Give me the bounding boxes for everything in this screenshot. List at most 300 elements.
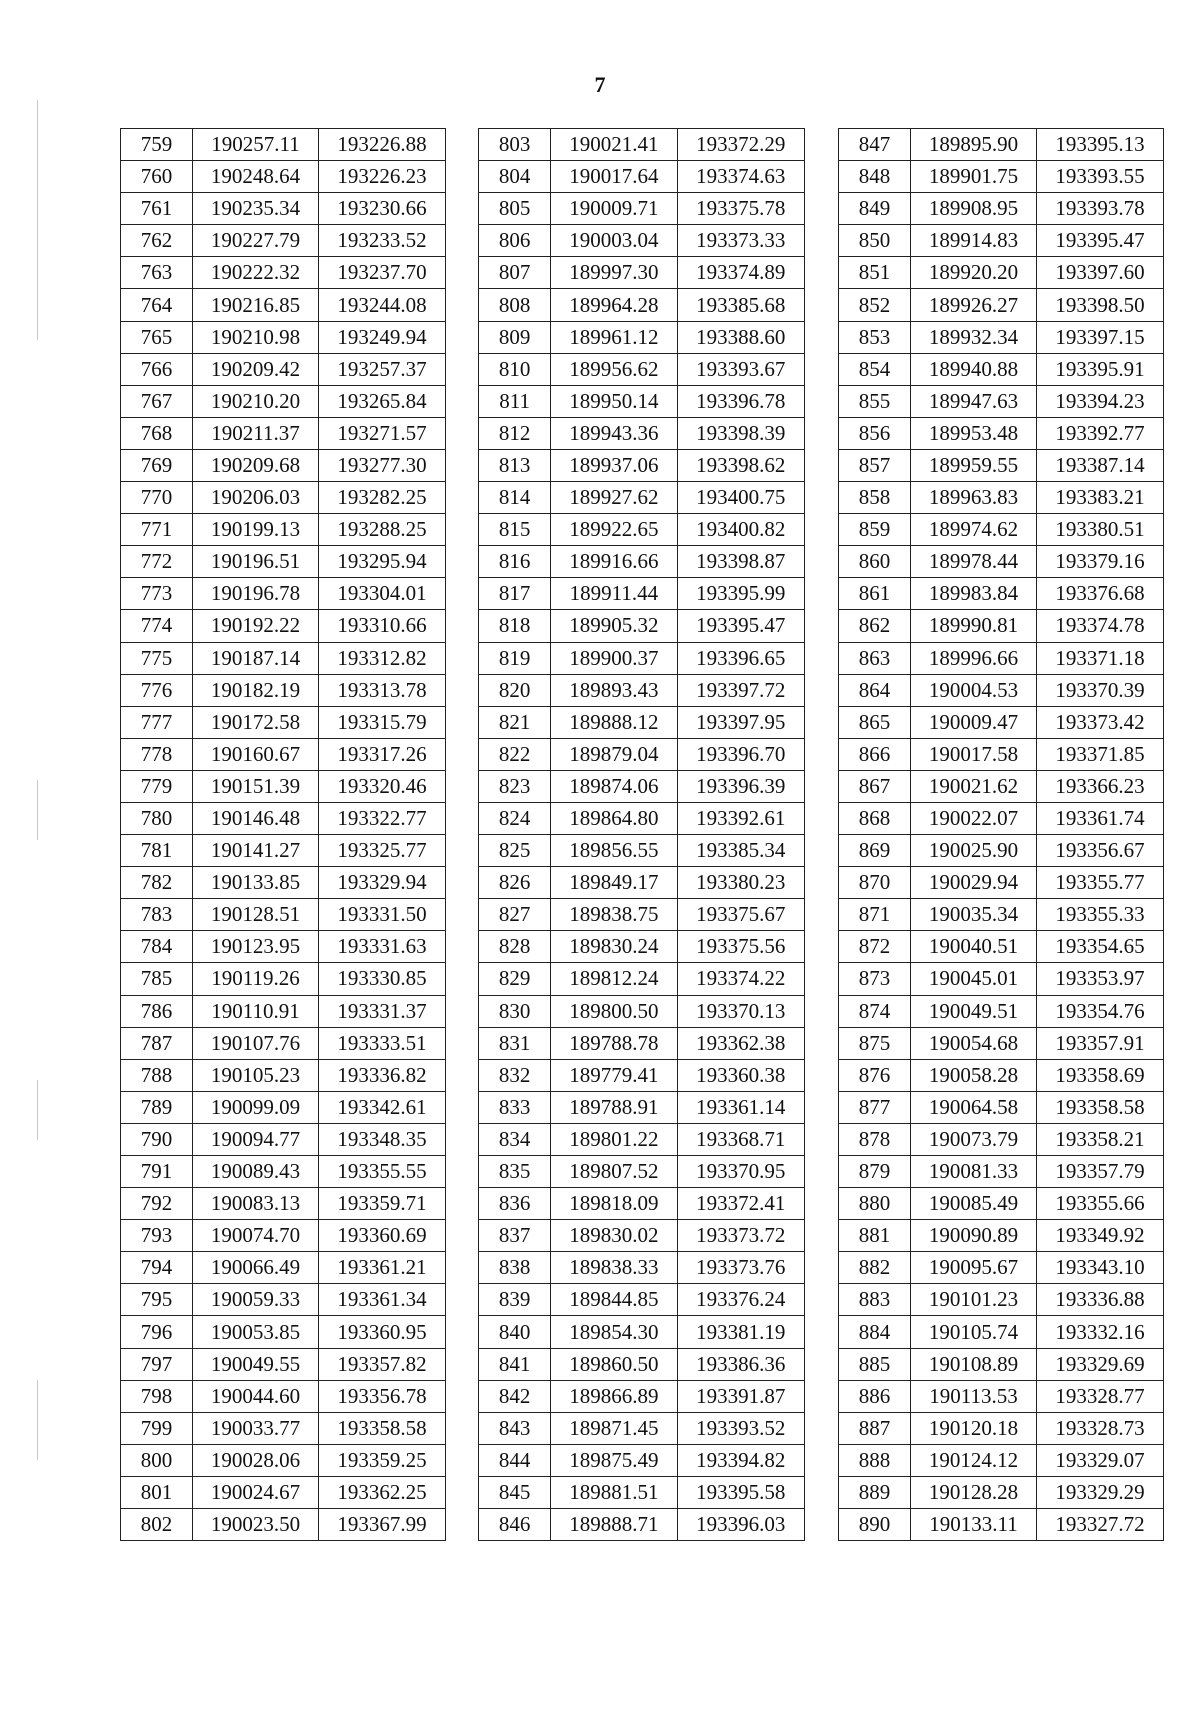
x-coordinate-cell: 190192.22 xyxy=(193,610,319,642)
x-coordinate-cell: 190021.41 xyxy=(551,129,677,161)
y-coordinate-cell: 193398.39 xyxy=(677,417,804,449)
table-row xyxy=(479,1348,805,1380)
y-coordinate-cell: 193362.25 xyxy=(319,1476,446,1508)
y-coordinate-cell: 193249.94 xyxy=(319,321,446,353)
point-number-cell: 829 xyxy=(479,963,551,995)
table-row xyxy=(479,129,805,161)
table-row xyxy=(839,225,1164,257)
point-number-cell: 808 xyxy=(479,289,551,321)
table-row xyxy=(479,578,805,610)
y-coordinate-cell: 193394.82 xyxy=(677,1444,804,1476)
table-row xyxy=(121,995,446,1027)
point-number-cell: 879 xyxy=(839,1156,911,1188)
y-coordinate-cell: 193342.61 xyxy=(319,1091,446,1123)
table-row xyxy=(839,899,1164,931)
y-coordinate-cell: 193355.77 xyxy=(1037,867,1164,899)
x-coordinate-cell: 189830.02 xyxy=(551,1220,677,1252)
point-number-cell: 777 xyxy=(121,706,193,738)
y-coordinate-cell: 193375.67 xyxy=(677,899,804,931)
x-coordinate-cell: 189881.51 xyxy=(551,1476,677,1508)
y-coordinate-cell: 193328.73 xyxy=(1037,1412,1164,1444)
point-number-cell: 772 xyxy=(121,546,193,578)
x-coordinate-cell: 190059.33 xyxy=(193,1284,319,1316)
y-coordinate-cell: 193373.33 xyxy=(677,225,804,257)
point-number-cell: 769 xyxy=(121,449,193,481)
y-coordinate-cell: 193397.15 xyxy=(1037,321,1164,353)
table-row xyxy=(479,161,805,193)
x-coordinate-cell: 190058.28 xyxy=(911,1059,1037,1091)
x-coordinate-cell: 190066.49 xyxy=(193,1252,319,1284)
y-coordinate-cell: 193397.60 xyxy=(1037,257,1164,289)
y-coordinate-cell: 193360.95 xyxy=(319,1316,446,1348)
point-number-cell: 765 xyxy=(121,321,193,353)
x-coordinate-cell: 190124.12 xyxy=(911,1444,1037,1476)
table-row xyxy=(121,1156,446,1188)
x-coordinate-cell: 190123.95 xyxy=(193,931,319,963)
point-number-cell: 884 xyxy=(839,1316,911,1348)
point-number-cell: 763 xyxy=(121,257,193,289)
scan-edge-line xyxy=(37,100,38,340)
y-coordinate-cell: 193374.89 xyxy=(677,257,804,289)
x-coordinate-cell: 189932.34 xyxy=(911,321,1037,353)
y-coordinate-cell: 193380.51 xyxy=(1037,514,1164,546)
y-coordinate-cell: 193331.37 xyxy=(319,995,446,1027)
y-coordinate-cell: 193393.55 xyxy=(1037,161,1164,193)
table-row xyxy=(121,867,446,899)
y-coordinate-cell: 193361.14 xyxy=(677,1091,804,1123)
x-coordinate-cell: 190045.01 xyxy=(911,963,1037,995)
page-number: 7 xyxy=(594,72,606,97)
point-number-cell: 791 xyxy=(121,1156,193,1188)
y-coordinate-cell: 193397.95 xyxy=(677,706,804,738)
x-coordinate-cell: 189996.66 xyxy=(911,642,1037,674)
y-coordinate-cell: 193395.13 xyxy=(1037,129,1164,161)
x-coordinate-cell: 190074.70 xyxy=(193,1220,319,1252)
x-coordinate-cell: 190023.50 xyxy=(193,1509,319,1541)
y-coordinate-cell: 193336.88 xyxy=(1037,1284,1164,1316)
table-row xyxy=(839,193,1164,225)
y-coordinate-cell: 193400.75 xyxy=(677,482,804,514)
table-row xyxy=(479,1123,805,1155)
point-number-cell: 849 xyxy=(839,193,911,225)
table-row xyxy=(839,1284,1164,1316)
x-coordinate-cell: 189926.27 xyxy=(911,289,1037,321)
table-row xyxy=(839,867,1164,899)
y-coordinate-cell: 193388.60 xyxy=(677,321,804,353)
x-coordinate-cell: 189866.89 xyxy=(551,1380,677,1412)
point-number-cell: 823 xyxy=(479,770,551,802)
x-coordinate-cell: 189990.81 xyxy=(911,610,1037,642)
x-coordinate-cell: 190017.64 xyxy=(551,161,677,193)
table-row xyxy=(479,1027,805,1059)
y-coordinate-cell: 193393.52 xyxy=(677,1412,804,1444)
x-coordinate-cell: 190040.51 xyxy=(911,931,1037,963)
y-coordinate-cell: 193277.30 xyxy=(319,449,446,481)
y-coordinate-cell: 193370.13 xyxy=(677,995,804,1027)
x-coordinate-cell: 190009.47 xyxy=(911,706,1037,738)
y-coordinate-cell: 193398.87 xyxy=(677,546,804,578)
table-row xyxy=(121,289,446,321)
table-row xyxy=(121,674,446,706)
x-coordinate-cell: 190211.37 xyxy=(193,417,319,449)
point-number-cell: 821 xyxy=(479,706,551,738)
point-number-cell: 812 xyxy=(479,417,551,449)
x-coordinate-cell: 190222.32 xyxy=(193,257,319,289)
y-coordinate-cell: 193320.46 xyxy=(319,770,446,802)
y-coordinate-cell: 193330.85 xyxy=(319,963,446,995)
x-coordinate-cell: 189927.62 xyxy=(551,482,677,514)
point-number-cell: 776 xyxy=(121,674,193,706)
y-coordinate-cell: 193374.63 xyxy=(677,161,804,193)
table-row xyxy=(121,802,446,834)
point-number-cell: 883 xyxy=(839,1284,911,1316)
x-coordinate-cell: 190021.62 xyxy=(911,770,1037,802)
point-number-cell: 835 xyxy=(479,1156,551,1188)
x-coordinate-cell: 190172.58 xyxy=(193,706,319,738)
point-number-cell: 857 xyxy=(839,449,911,481)
y-coordinate-cell: 193372.41 xyxy=(677,1188,804,1220)
y-coordinate-cell: 193395.99 xyxy=(677,578,804,610)
point-number-cell: 841 xyxy=(479,1348,551,1380)
point-number-cell: 787 xyxy=(121,1027,193,1059)
table-row xyxy=(479,385,805,417)
y-coordinate-cell: 193370.39 xyxy=(1037,674,1164,706)
y-coordinate-cell: 193358.69 xyxy=(1037,1059,1164,1091)
table-row xyxy=(839,770,1164,802)
x-coordinate-cell: 189818.09 xyxy=(551,1188,677,1220)
y-coordinate-cell: 193373.76 xyxy=(677,1252,804,1284)
table-row xyxy=(121,1027,446,1059)
table-row xyxy=(479,225,805,257)
x-coordinate-cell: 190248.64 xyxy=(193,161,319,193)
table-row xyxy=(839,995,1164,1027)
x-coordinate-cell: 189950.14 xyxy=(551,385,677,417)
point-number-cell: 842 xyxy=(479,1380,551,1412)
point-number-cell: 871 xyxy=(839,899,911,931)
point-number-cell: 773 xyxy=(121,578,193,610)
x-coordinate-cell: 189888.71 xyxy=(551,1509,677,1541)
x-coordinate-cell: 190199.13 xyxy=(193,514,319,546)
x-coordinate-cell: 189978.44 xyxy=(911,546,1037,578)
y-coordinate-cell: 193398.62 xyxy=(677,449,804,481)
table-row xyxy=(121,1412,446,1444)
point-number-cell: 822 xyxy=(479,738,551,770)
point-number-cell: 813 xyxy=(479,449,551,481)
x-coordinate-cell: 190081.33 xyxy=(911,1156,1037,1188)
table-row xyxy=(839,1380,1164,1412)
point-number-cell: 814 xyxy=(479,482,551,514)
y-coordinate-cell: 193358.58 xyxy=(1037,1091,1164,1123)
y-coordinate-cell: 193395.47 xyxy=(1037,225,1164,257)
point-number-cell: 796 xyxy=(121,1316,193,1348)
x-coordinate-cell: 189961.12 xyxy=(551,321,677,353)
point-number-cell: 793 xyxy=(121,1220,193,1252)
table-row xyxy=(121,417,446,449)
point-number-cell: 819 xyxy=(479,642,551,674)
point-number-cell: 872 xyxy=(839,931,911,963)
y-coordinate-cell: 193329.94 xyxy=(319,867,446,899)
y-coordinate-cell: 193257.37 xyxy=(319,353,446,385)
point-number-cell: 806 xyxy=(479,225,551,257)
x-coordinate-cell: 189838.75 xyxy=(551,899,677,931)
y-coordinate-cell: 193237.70 xyxy=(319,257,446,289)
table-row xyxy=(121,1284,446,1316)
y-coordinate-cell: 193396.78 xyxy=(677,385,804,417)
table-row xyxy=(839,738,1164,770)
y-coordinate-cell: 193391.87 xyxy=(677,1380,804,1412)
y-coordinate-cell: 193355.33 xyxy=(1037,899,1164,931)
table-row xyxy=(479,835,805,867)
y-coordinate-cell: 193371.18 xyxy=(1037,642,1164,674)
y-coordinate-cell: 193360.38 xyxy=(677,1059,804,1091)
point-number-cell: 828 xyxy=(479,931,551,963)
table-row xyxy=(839,642,1164,674)
point-number-cell: 839 xyxy=(479,1284,551,1316)
x-coordinate-cell: 189893.43 xyxy=(551,674,677,706)
table-row xyxy=(839,802,1164,834)
point-number-cell: 860 xyxy=(839,546,911,578)
y-coordinate-cell: 193371.85 xyxy=(1037,738,1164,770)
point-number-cell: 774 xyxy=(121,610,193,642)
x-coordinate-cell: 189964.28 xyxy=(551,289,677,321)
y-coordinate-cell: 193395.91 xyxy=(1037,353,1164,385)
y-coordinate-cell: 193230.66 xyxy=(319,193,446,225)
point-number-cell: 859 xyxy=(839,514,911,546)
x-coordinate-cell: 190128.51 xyxy=(193,899,319,931)
x-coordinate-cell: 189916.66 xyxy=(551,546,677,578)
x-coordinate-cell: 189856.55 xyxy=(551,835,677,867)
y-coordinate-cell: 193244.08 xyxy=(319,289,446,321)
table-row xyxy=(839,1123,1164,1155)
y-coordinate-cell: 193343.10 xyxy=(1037,1252,1164,1284)
x-coordinate-cell: 189922.65 xyxy=(551,514,677,546)
x-coordinate-cell: 190085.49 xyxy=(911,1188,1037,1220)
point-number-cell: 877 xyxy=(839,1091,911,1123)
table-row xyxy=(839,546,1164,578)
table-row xyxy=(479,995,805,1027)
x-coordinate-cell: 189854.30 xyxy=(551,1316,677,1348)
y-coordinate-cell: 193383.21 xyxy=(1037,482,1164,514)
x-coordinate-cell: 189901.75 xyxy=(911,161,1037,193)
point-number-cell: 882 xyxy=(839,1252,911,1284)
point-number-cell: 762 xyxy=(121,225,193,257)
y-coordinate-cell: 193317.26 xyxy=(319,738,446,770)
point-number-cell: 788 xyxy=(121,1059,193,1091)
y-coordinate-cell: 193356.78 xyxy=(319,1380,446,1412)
x-coordinate-cell: 190049.51 xyxy=(911,995,1037,1027)
y-coordinate-cell: 193367.99 xyxy=(319,1509,446,1541)
x-coordinate-cell: 189943.36 xyxy=(551,417,677,449)
table-row xyxy=(839,706,1164,738)
y-coordinate-cell: 193373.42 xyxy=(1037,706,1164,738)
x-coordinate-cell: 190089.43 xyxy=(193,1156,319,1188)
x-coordinate-cell: 190196.78 xyxy=(193,578,319,610)
point-number-cell: 778 xyxy=(121,738,193,770)
point-number-cell: 838 xyxy=(479,1252,551,1284)
x-coordinate-cell: 190110.91 xyxy=(193,995,319,1027)
point-number-cell: 855 xyxy=(839,385,911,417)
point-number-cell: 847 xyxy=(839,129,911,161)
table-row xyxy=(121,1380,446,1412)
point-number-cell: 779 xyxy=(121,770,193,802)
y-coordinate-cell: 193396.70 xyxy=(677,738,804,770)
coordinate-table-3 xyxy=(838,128,1164,1541)
table-row xyxy=(121,321,446,353)
table-row xyxy=(839,1348,1164,1380)
table-row xyxy=(479,802,805,834)
table-row xyxy=(121,931,446,963)
point-number-cell: 807 xyxy=(479,257,551,289)
x-coordinate-cell: 189875.49 xyxy=(551,1444,677,1476)
y-coordinate-cell: 193233.52 xyxy=(319,225,446,257)
point-number-cell: 856 xyxy=(839,417,911,449)
y-coordinate-cell: 193370.95 xyxy=(677,1156,804,1188)
table-row xyxy=(121,706,446,738)
y-coordinate-cell: 193396.03 xyxy=(677,1509,804,1541)
table-row xyxy=(479,738,805,770)
table-row xyxy=(479,1156,805,1188)
y-coordinate-cell: 193288.25 xyxy=(319,514,446,546)
y-coordinate-cell: 193355.55 xyxy=(319,1156,446,1188)
table-row xyxy=(839,674,1164,706)
y-coordinate-cell: 193368.71 xyxy=(677,1123,804,1155)
table-row xyxy=(839,610,1164,642)
point-number-cell: 874 xyxy=(839,995,911,1027)
table-row xyxy=(121,610,446,642)
y-coordinate-cell: 193374.78 xyxy=(1037,610,1164,642)
x-coordinate-cell: 189830.24 xyxy=(551,931,677,963)
x-coordinate-cell: 189879.04 xyxy=(551,738,677,770)
y-coordinate-cell: 193310.66 xyxy=(319,610,446,642)
point-number-cell: 886 xyxy=(839,1380,911,1412)
point-number-cell: 781 xyxy=(121,835,193,867)
point-number-cell: 759 xyxy=(121,129,193,161)
table-row xyxy=(479,770,805,802)
y-coordinate-cell: 193353.97 xyxy=(1037,963,1164,995)
point-number-cell: 805 xyxy=(479,193,551,225)
x-coordinate-cell: 190090.89 xyxy=(911,1220,1037,1252)
table-row xyxy=(839,1476,1164,1508)
y-coordinate-cell: 193376.68 xyxy=(1037,578,1164,610)
x-coordinate-cell: 190133.11 xyxy=(911,1509,1037,1541)
y-coordinate-cell: 193271.57 xyxy=(319,417,446,449)
x-coordinate-cell: 189807.52 xyxy=(551,1156,677,1188)
x-coordinate-cell: 190128.28 xyxy=(911,1476,1037,1508)
point-number-cell: 850 xyxy=(839,225,911,257)
x-coordinate-cell: 190105.74 xyxy=(911,1316,1037,1348)
table-row xyxy=(479,1059,805,1091)
table-row xyxy=(121,738,446,770)
table-row xyxy=(121,1220,446,1252)
x-coordinate-cell: 190105.23 xyxy=(193,1059,319,1091)
y-coordinate-cell: 193354.65 xyxy=(1037,931,1164,963)
table-row xyxy=(121,225,446,257)
table-row xyxy=(479,1316,805,1348)
point-number-cell: 861 xyxy=(839,578,911,610)
table-row xyxy=(121,257,446,289)
x-coordinate-cell: 190003.04 xyxy=(551,225,677,257)
point-number-cell: 843 xyxy=(479,1412,551,1444)
x-coordinate-cell: 189844.85 xyxy=(551,1284,677,1316)
point-number-cell: 863 xyxy=(839,642,911,674)
x-coordinate-cell: 190133.85 xyxy=(193,867,319,899)
x-coordinate-cell: 190216.85 xyxy=(193,289,319,321)
x-coordinate-cell: 190160.67 xyxy=(193,738,319,770)
y-coordinate-cell: 193354.76 xyxy=(1037,995,1164,1027)
x-coordinate-cell: 190053.85 xyxy=(193,1316,319,1348)
point-number-cell: 876 xyxy=(839,1059,911,1091)
table-row xyxy=(121,385,446,417)
x-coordinate-cell: 189974.62 xyxy=(911,514,1037,546)
table-row xyxy=(839,1059,1164,1091)
point-number-cell: 851 xyxy=(839,257,911,289)
x-coordinate-cell: 190227.79 xyxy=(193,225,319,257)
y-coordinate-cell: 193393.67 xyxy=(677,353,804,385)
table-row xyxy=(839,1027,1164,1059)
x-coordinate-cell: 190182.19 xyxy=(193,674,319,706)
y-coordinate-cell: 193312.82 xyxy=(319,642,446,674)
point-number-cell: 767 xyxy=(121,385,193,417)
y-coordinate-cell: 193381.19 xyxy=(677,1316,804,1348)
x-coordinate-cell: 189788.78 xyxy=(551,1027,677,1059)
y-coordinate-cell: 193375.56 xyxy=(677,931,804,963)
x-coordinate-cell: 190064.58 xyxy=(911,1091,1037,1123)
x-coordinate-cell: 190083.13 xyxy=(193,1188,319,1220)
point-number-cell: 797 xyxy=(121,1348,193,1380)
x-coordinate-cell: 190210.20 xyxy=(193,385,319,417)
y-coordinate-cell: 193328.77 xyxy=(1037,1380,1164,1412)
y-coordinate-cell: 193397.72 xyxy=(677,674,804,706)
x-coordinate-cell: 189838.33 xyxy=(551,1252,677,1284)
table-row xyxy=(121,578,446,610)
point-number-cell: 878 xyxy=(839,1123,911,1155)
table-row xyxy=(479,642,805,674)
table-row xyxy=(121,161,446,193)
table-row xyxy=(121,1123,446,1155)
x-coordinate-cell: 189940.88 xyxy=(911,353,1037,385)
x-coordinate-cell: 190146.48 xyxy=(193,802,319,834)
x-coordinate-cell: 190113.53 xyxy=(911,1380,1037,1412)
coordinate-table-2 xyxy=(478,128,805,1541)
x-coordinate-cell: 190209.42 xyxy=(193,353,319,385)
table-row xyxy=(121,1316,446,1348)
y-coordinate-cell: 193386.36 xyxy=(677,1348,804,1380)
point-number-cell: 865 xyxy=(839,706,911,738)
table-row xyxy=(121,449,446,481)
point-number-cell: 809 xyxy=(479,321,551,353)
y-coordinate-cell: 193313.78 xyxy=(319,674,446,706)
x-coordinate-cell: 190022.07 xyxy=(911,802,1037,834)
y-coordinate-cell: 193359.25 xyxy=(319,1444,446,1476)
table-row xyxy=(839,1412,1164,1444)
point-number-cell: 815 xyxy=(479,514,551,546)
y-coordinate-cell: 193395.58 xyxy=(677,1476,804,1508)
y-coordinate-cell: 193348.35 xyxy=(319,1123,446,1155)
y-coordinate-cell: 193282.25 xyxy=(319,482,446,514)
y-coordinate-cell: 193315.79 xyxy=(319,706,446,738)
x-coordinate-cell: 189801.22 xyxy=(551,1123,677,1155)
point-number-cell: 887 xyxy=(839,1412,911,1444)
point-number-cell: 782 xyxy=(121,867,193,899)
point-number-cell: 771 xyxy=(121,514,193,546)
table-row xyxy=(121,482,446,514)
table-row xyxy=(839,1444,1164,1476)
point-number-cell: 852 xyxy=(839,289,911,321)
point-number-cell: 825 xyxy=(479,835,551,867)
scan-edge-line xyxy=(37,1080,38,1140)
point-number-cell: 890 xyxy=(839,1509,911,1541)
point-number-cell: 775 xyxy=(121,642,193,674)
